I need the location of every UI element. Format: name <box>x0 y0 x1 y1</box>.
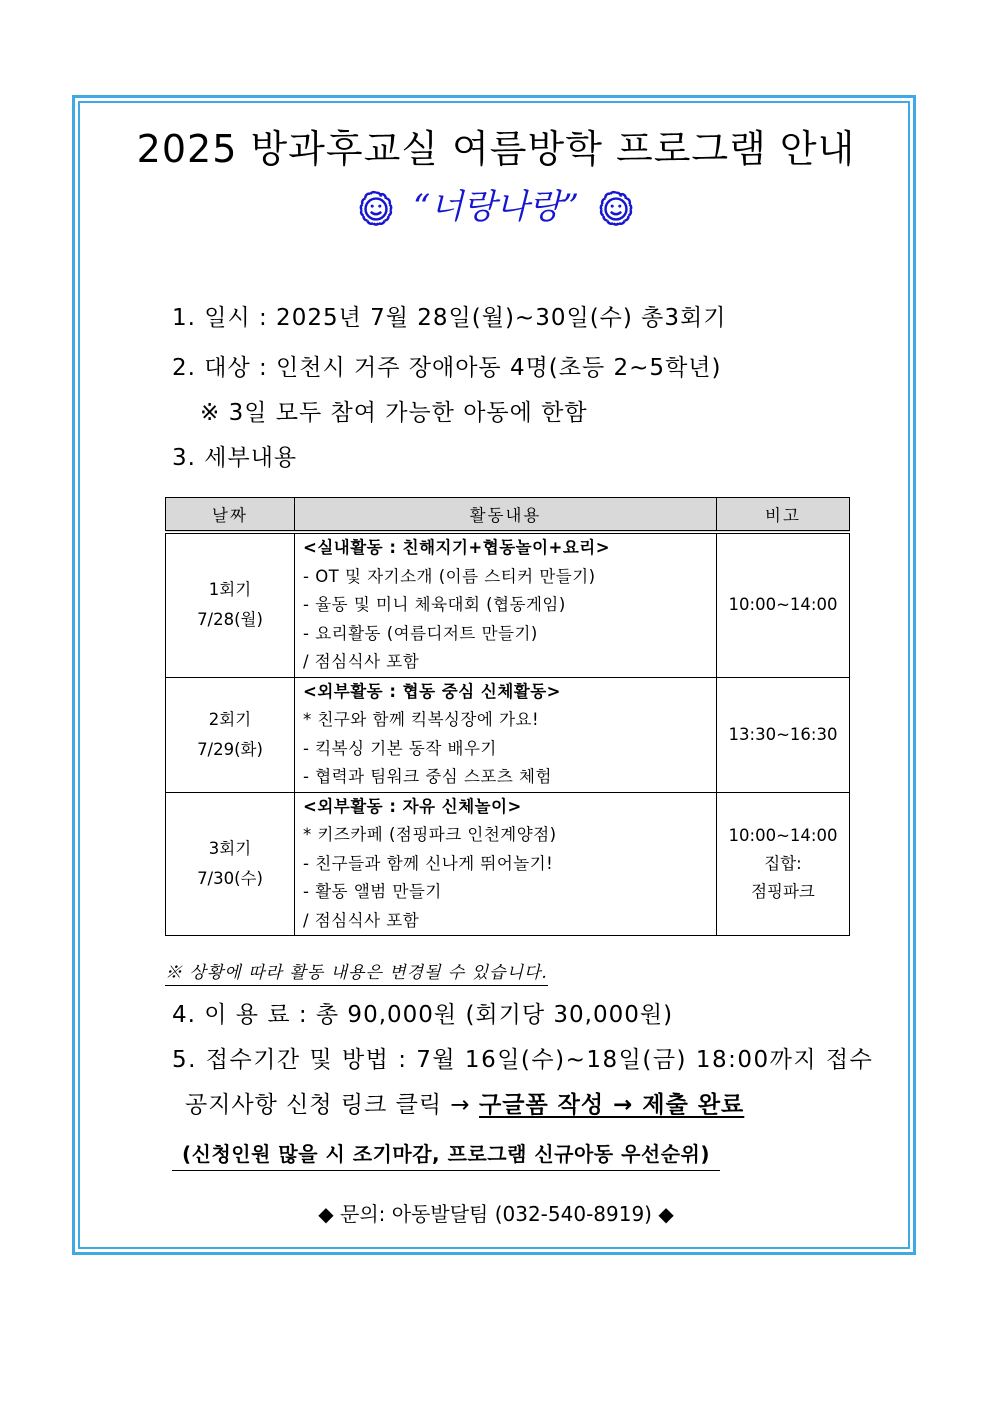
subtitle <box>0 183 992 231</box>
memo-line: 10:00~14:00 <box>728 825 838 845</box>
contact-info: ◆ 문의: 아동발달팀 (032-540-8919) ◆ <box>318 1202 674 1226</box>
memo-line: 13:30~16:30 <box>728 724 838 744</box>
activity-line: - 요리활동 (여름디저트 만들기) <box>303 623 538 643</box>
activity-line: - 협력과 팀워크 중심 스포츠 체험 <box>303 767 552 786</box>
memo-line: 집합: <box>764 853 802 873</box>
memo-line: 점핑파크 <box>751 881 815 901</box>
activity-line: / 점심식사 포함 <box>303 652 420 671</box>
activity-line: * 친구와 함께 킥복싱장에 가요! <box>303 710 540 729</box>
subtitle-text: “너랑나랑” <box>412 187 580 227</box>
activity-line: - 율동 및 미니 체육대회 (협동게임) <box>303 595 566 614</box>
item-details: 3. 세부내용 <box>172 445 298 471</box>
session-number: 1회기 <box>208 580 252 600</box>
activity-cell <box>295 532 717 677</box>
activity-line: * 키즈카페 (점핑파크 인천계양점) <box>303 825 557 844</box>
activity-line: - 킥복싱 기본 동작 배우기 <box>303 738 497 758</box>
activity-line: - 활동 앨범 만들기 <box>303 882 442 901</box>
header-activity: 활동내용 <box>295 498 717 533</box>
activity-heading: <외부활동 : 자유 신체놀이> <box>303 796 522 816</box>
smiley-icon <box>357 190 395 228</box>
session-number: 3회기 <box>208 838 252 858</box>
session-cell <box>166 532 295 677</box>
memo-line: 10:00~14:00 <box>728 595 838 615</box>
activity-heading: <외부활동 : 협동 중심 신체활동> <box>303 681 561 701</box>
memo-cell <box>717 677 850 792</box>
table-row <box>166 677 850 792</box>
header-date: 날짜 <box>166 498 295 533</box>
session-number: 2회기 <box>208 709 252 729</box>
item-target-note: ※ 3일 모두 참여 가능한 아동에 한함 <box>200 400 588 426</box>
header-memo: 비고 <box>717 498 850 533</box>
activity-line: - 친구들과 함께 신나게 뛰어놀기! <box>303 853 554 873</box>
smiley-icon <box>597 190 635 228</box>
item-date: 1. 일시 : 2025년 7월 28일(월)~30일(수) 총3회기 <box>172 305 727 331</box>
session-cell <box>166 792 295 936</box>
apply-method-emphasis: 구글폼 작성 → 제출 완료 <box>479 1092 745 1118</box>
item-target: 2. 대상 : 인천시 거주 장애아동 4명(초등 2~5학년) <box>172 355 722 381</box>
table-row <box>166 532 850 677</box>
activity-cell <box>295 677 717 792</box>
change-notice: ※ 상황에 따라 활동 내용은 변경될 수 있습니다. <box>165 958 548 986</box>
session-date: 7/30(수) <box>197 868 263 888</box>
memo-cell <box>717 792 850 936</box>
schedule-table <box>165 497 850 936</box>
session-cell <box>166 677 295 792</box>
session-date: 7/29(화) <box>197 739 263 759</box>
page-title: 2025 방과후교실 여름방학 프로그램 안내 <box>136 127 856 171</box>
session-date: 7/28(월) <box>197 610 263 630</box>
apply-note: (신청인원 많을 시 조기마감, 프로그램 신규아동 우선순위) <box>172 1138 720 1171</box>
activity-line: / 점심식사 포함 <box>303 910 420 930</box>
item-apply: 5. 접수기간 및 방법 : 7월 16일(수)~18일(금) 18:00까지 접수 <box>172 1047 874 1073</box>
memo-cell <box>717 532 850 677</box>
activity-line: - OT 및 자기소개 (이름 스티커 만들기) <box>303 566 596 586</box>
apply-method-prefix: 공지사항 신청 링크 클릭 → <box>185 1092 480 1118</box>
apply-method <box>185 1090 744 1120</box>
table-header-row <box>166 498 850 533</box>
activity-heading: <실내활동 : 친해지기+협동놀이+요리> <box>303 538 611 557</box>
activity-cell <box>295 792 717 936</box>
table-row <box>166 792 850 936</box>
item-fee: 4. 이 용 료 : 총 90,000원 (회기당 30,000원) <box>172 1002 674 1028</box>
